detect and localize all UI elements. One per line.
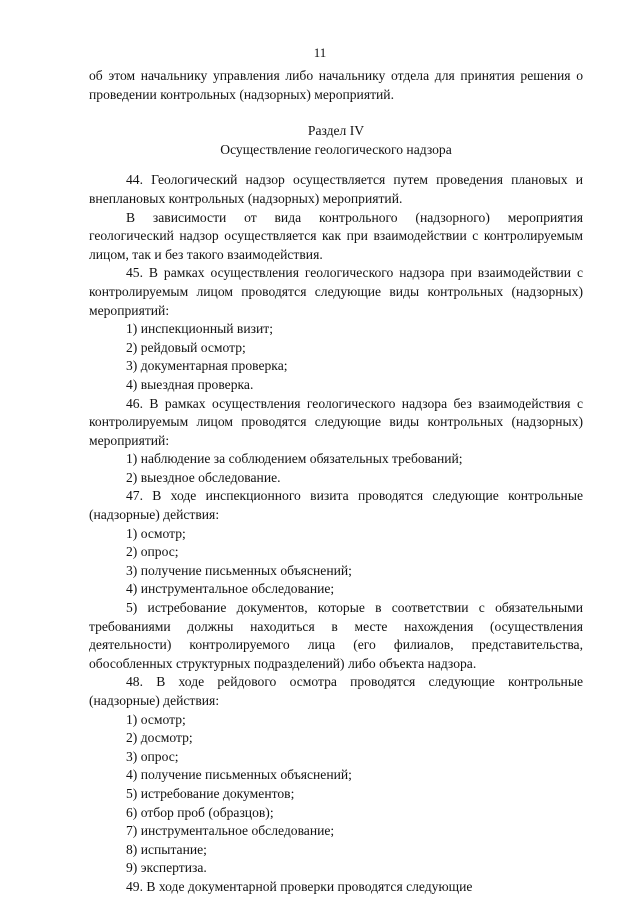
list-item: 1) инспекционный визит; bbox=[126, 321, 273, 337]
list-item: 1) наблюдение за соблюдением обязательных требований; bbox=[126, 451, 463, 467]
list-item: 3) документарная проверка; bbox=[126, 358, 288, 374]
list-item: 5) истребование документов, которые в соответствии с обязательными требованиями должны находиться в месте нахождения (осуществления деятельности) контролируемого лица (его филиалов, представительства, обособленных структурных подразделений) либо объекта надзора. bbox=[89, 600, 583, 671]
section-subtitle: Осуществление геологического надзора bbox=[220, 141, 452, 157]
list-item: 3) опрос; bbox=[126, 748, 179, 764]
section-title: Раздел IV bbox=[307, 123, 365, 139]
list-item: 2) опрос; bbox=[126, 544, 179, 560]
list-item: 5) истребование документов; bbox=[126, 785, 295, 801]
list-item: 4) выездная проверка. bbox=[126, 376, 254, 392]
document-body bbox=[89, 67, 583, 897]
list-item: 2) досмотр; bbox=[126, 730, 193, 746]
paragraph: В зависимости от вида контрольного (надзорного) мероприятия геологический надзор осуществляется как при взаимодействии с контролируемым лицом, так и без такого взаимодействия. bbox=[89, 209, 583, 262]
list-item: 7) инструментальное обследование; bbox=[126, 823, 335, 839]
intro-paragraph: об этом начальнику управления либо начальнику отдела для принятия решения о проведении контрольных (надзорных) мероприятий. bbox=[89, 68, 583, 102]
paragraph: 44. Геологический надзор осуществляется путем проведения плановых и внеплановых контрольных (надзорных) мероприятий. bbox=[89, 172, 583, 206]
list-item: 1) осмотр; bbox=[126, 525, 186, 541]
list-item: 1) осмотр; bbox=[126, 711, 186, 727]
list-item: 2) выездное обследование. bbox=[126, 469, 281, 485]
paragraph: 45. В рамках осуществления геологического надзора при взаимодействии с контролируемым лицом проводятся следующие виды контрольных (надзорных) мероприятий: bbox=[89, 265, 583, 318]
list-item: 4) инструментальное обследование; bbox=[126, 581, 335, 597]
paragraph: 47. В ходе инспекционного визита проводятся следующие контрольные (надзорные) действия: bbox=[89, 488, 583, 523]
list-item: 9) экспертиза. bbox=[126, 860, 207, 876]
list-item: 6) отбор проб (образцов); bbox=[126, 804, 274, 820]
paragraph-continued: 49. В ходе документарной проверки проводятся следующие bbox=[126, 878, 473, 894]
paragraph: 48. В ходе рейдового осмотра проводятся следующие контрольные (надзорные) действия: bbox=[89, 674, 583, 708]
paragraph: 46. В рамках осуществления геологического надзора без взаимодействия с контролируемым лицом проводятся следующие виды контрольных (надзорных) мероприятий: bbox=[89, 395, 583, 448]
list-item: 8) испытание; bbox=[126, 841, 207, 857]
list-item: 2) рейдовый осмотр; bbox=[126, 339, 246, 355]
section-heading bbox=[89, 122, 583, 159]
page-number: 11 bbox=[313, 45, 327, 60]
list-item: 4) получение письменных объяснений; bbox=[126, 767, 352, 783]
list-item: 3) получение письменных объяснений; bbox=[126, 562, 352, 578]
